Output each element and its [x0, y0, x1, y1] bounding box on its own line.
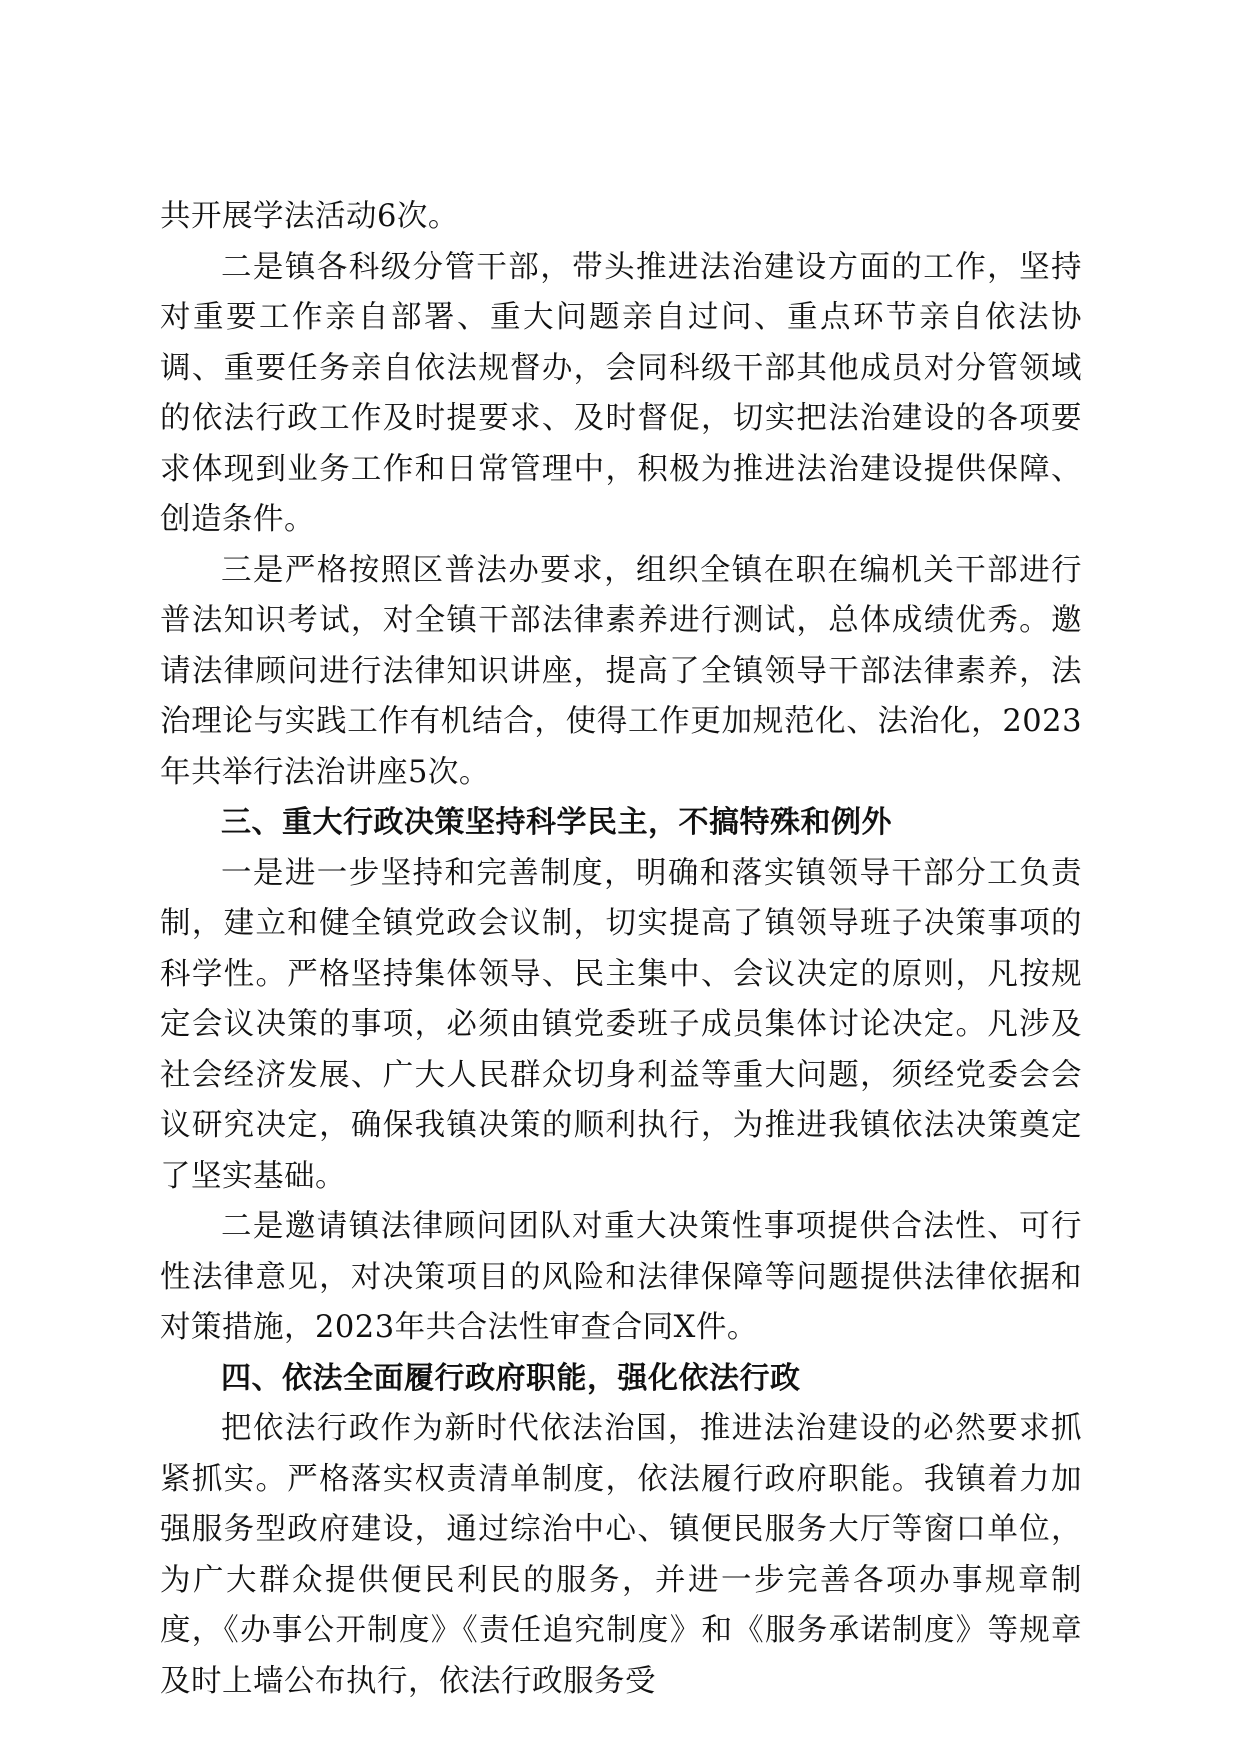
- paragraph-legal-advisors: 二是邀请镇法律顾问团队对重大决策性事项提供合法性、可行性法律意见，对决策项目的风险和法律保障等问题提供法律依据和对策措施，2023年共合法性审查合同X件。: [160, 1209, 1082, 1345]
- paragraph-cadre-leadership: 二是镇各科级分管干部，带头推进法治建设方面的工作，坚持对重要工作亲自部署、重大问题亲自过问、重点环节亲自依法协调、重要任务亲自依法规督办，会同科级干部其他成员对分管领域的依法行政工作及时提要求、及时督促，切实把法治建设的各项要求体现到业务工作和日常管理中，积极为推进法治建设提供保障、创造条件。: [160, 249, 1082, 537]
- section-heading-3: 三、重大行政决策坚持科学民主，不搞特殊和例外: [221, 805, 892, 840]
- paragraph-decision-system: 一是进一步坚持和完善制度，明确和落实镇领导干部分工负责制，建立和健全镇党政会议制，切实提高了镇领导班子决策事项的科学性。严格坚持集体领导、民主集中、会议决定的原则，凡按规定会议决策的事项，必须由镇党委班子成员集体讨论决定。凡涉及社会经济发展、广大人民群众切身利益等重大问题，须经党委会会议研究决定，确保我镇决策的顺利执行，为推进我镇依法决策奠定了坚实基础。: [160, 855, 1082, 1194]
- paragraph-continuation: 共开展学法活动6次。: [160, 199, 459, 234]
- paragraph-law-exam: 三是严格按照区普法办要求，组织全镇在职在编机关干部进行普法知识考试，对全镇干部法律素养进行测试，总体成绩优秀。邀请法律顾问进行法律知识讲座，提高了全镇领导干部法律素养，法治理论与实践工作有机结合，使得工作更加规范化、法治化，2023年共举行法治讲座5次。: [160, 552, 1082, 790]
- paragraph-administration: 把依法行政作为新时代依法治国，推进法治建设的必然要求抓紧抓实。严格落实权责清单制度，依法履行政府职能。我镇着力加强服务型政府建设，通过综治中心、镇便民服务大厅等窗口单位，为广大群众提供便民利民的服务，并进一步完善各项办事规章制度，《办事公开制度》《责任追究制度》和《服务承诺制度》等规章及时上墙公布执行，依法行政服务受: [160, 1411, 1082, 1699]
- section-heading-4: 四、依法全面履行政府职能，强化依法行政: [221, 1360, 801, 1396]
- document-body: [160, 192, 1082, 1707]
